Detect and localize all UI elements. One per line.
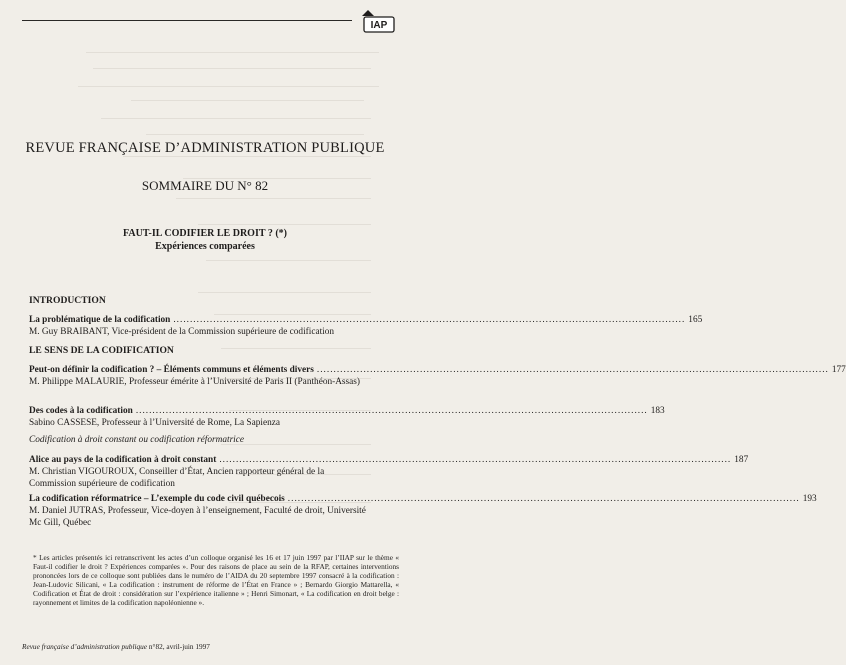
toc-entry[interactable]: Alice au pays de la codification à droit constant .......................................................................................................................................................... 187 M. Christian VIGOUROUX, Conseiller d’État, Ancien rapporteur général de la Commission supérieure de codification bbox=[29, 455, 749, 489]
section-heading-sens: LE SENS DE LA CODIFICATION bbox=[29, 345, 174, 356]
toc-entry[interactable]: Des codes à la codification .......................................................................................................................................................... 183 Sabino CASSESE, Professeur à l’Université de Rome, La Sapienza bbox=[29, 406, 665, 428]
entry-authors: M. Philippe MALAURIE, Professeur émérite à l’Université de Paris II (Panthéon-Assas) bbox=[29, 376, 361, 387]
entry-authors: M. Guy BRAIBANT, Vice-président de la Commission supérieure de codification bbox=[29, 326, 335, 337]
footer-issue: n°82, avril-juin 1997 bbox=[148, 642, 210, 651]
subsection-heading: Codification à droit constant ou codification réformatrice bbox=[29, 435, 245, 445]
entry-page: 183 bbox=[650, 406, 665, 416]
feature-title: FAUT-IL CODIFIER LE DROIT ? (*) bbox=[122, 228, 287, 239]
entry-title: La codification réformatrice – L’exemple du code civil québecois bbox=[29, 494, 285, 504]
toc-entry[interactable]: La problématique de la codification .......................................................................................................................................................... 165 M. Guy BRAIBANT, Vice-président de la Commission supérieure de codification bbox=[29, 315, 703, 337]
section-heading-introduction: INTRODUCTION bbox=[29, 295, 106, 306]
entry-authors: M. Daniel JUTRAS, Professeur, Vice-doyen à l’enseignement, Faculté de droit, Université Mc Gill, Québec bbox=[29, 505, 366, 528]
toc-entry[interactable]: La codification réformatrice – L’exemple du code civil québecois .......................................................................................................................................................... 193 M. Daniel JUTRAS, Professeur, Vice-doyen à l’enseignement, Faculté de droit, Université Mc Gill, Québec bbox=[29, 494, 817, 528]
header-rule bbox=[22, 20, 352, 21]
iiap-logo bbox=[359, 6, 399, 36]
entry-title: Des codes à la codification bbox=[29, 406, 133, 416]
page-footer bbox=[22, 642, 210, 651]
feature-subtitle: Expériences comparées bbox=[155, 241, 255, 252]
entry-title: Peut-on définir la codification ? – Éléments communs et éléments divers bbox=[29, 365, 314, 375]
footer-journal: Revue française d’administration publique bbox=[22, 642, 148, 651]
entry-page: 187 bbox=[734, 455, 749, 465]
entry-authors: Sabino CASSESE, Professeur à l’Université de Rome, La Sapienza bbox=[29, 417, 280, 428]
svg-text:IAP: IAP bbox=[370, 20, 388, 31]
entry-page: 165 bbox=[688, 315, 703, 325]
entry-page: 193 bbox=[802, 494, 817, 504]
entry-title: Alice au pays de la codification à droit constant bbox=[29, 455, 217, 465]
entry-authors: M. Christian VIGOUROUX, Conseiller d’État, Ancien rapporteur général de la Commission supérieure de codification bbox=[29, 466, 325, 489]
issue-contents-heading: SOMMAIRE DU N° 82 bbox=[141, 178, 269, 193]
journal-title: REVUE FRANÇAISE D’ADMINISTRATION PUBLIQUE bbox=[25, 140, 385, 156]
entry-page: 177 bbox=[831, 365, 846, 375]
toc-entry[interactable]: Peut-on définir la codification ? – Éléments communs et éléments divers .......................................................................................................................................................... 177 M. Philippe MALAURIE, Professeur émérite à l’Université de Paris II (Panthéon-Assas) bbox=[29, 365, 846, 387]
bleed-through-text bbox=[18, 48, 394, 570]
entry-title: La problématique de la codification bbox=[29, 315, 171, 325]
footnote: * Les articles présentés ici retranscrivent les actes d’un colloque organisé les 16 et 17 juin 1997 par l’IIAP sur le thème « Faut-il codifier le droit ? Expériences comparées ». Pour des raisons de place au sein de la RFAP, certaines interventions prononcées lors de ce colloque sont publiées dans le numéro de l’AIDA du 20 septembre 1997 consacré à la codification : Jean-Ludovic Silicani, « La codification : instrument de réforme de l’État en France » ; Bernardo Giorgio Mattarella, « Codification et État de droit : considération sur l’expérience italienne » ; Henri Simonart, « La codification en droit belge : rayonnement et limites de la codification napoléonienne ». bbox=[33, 553, 399, 607]
